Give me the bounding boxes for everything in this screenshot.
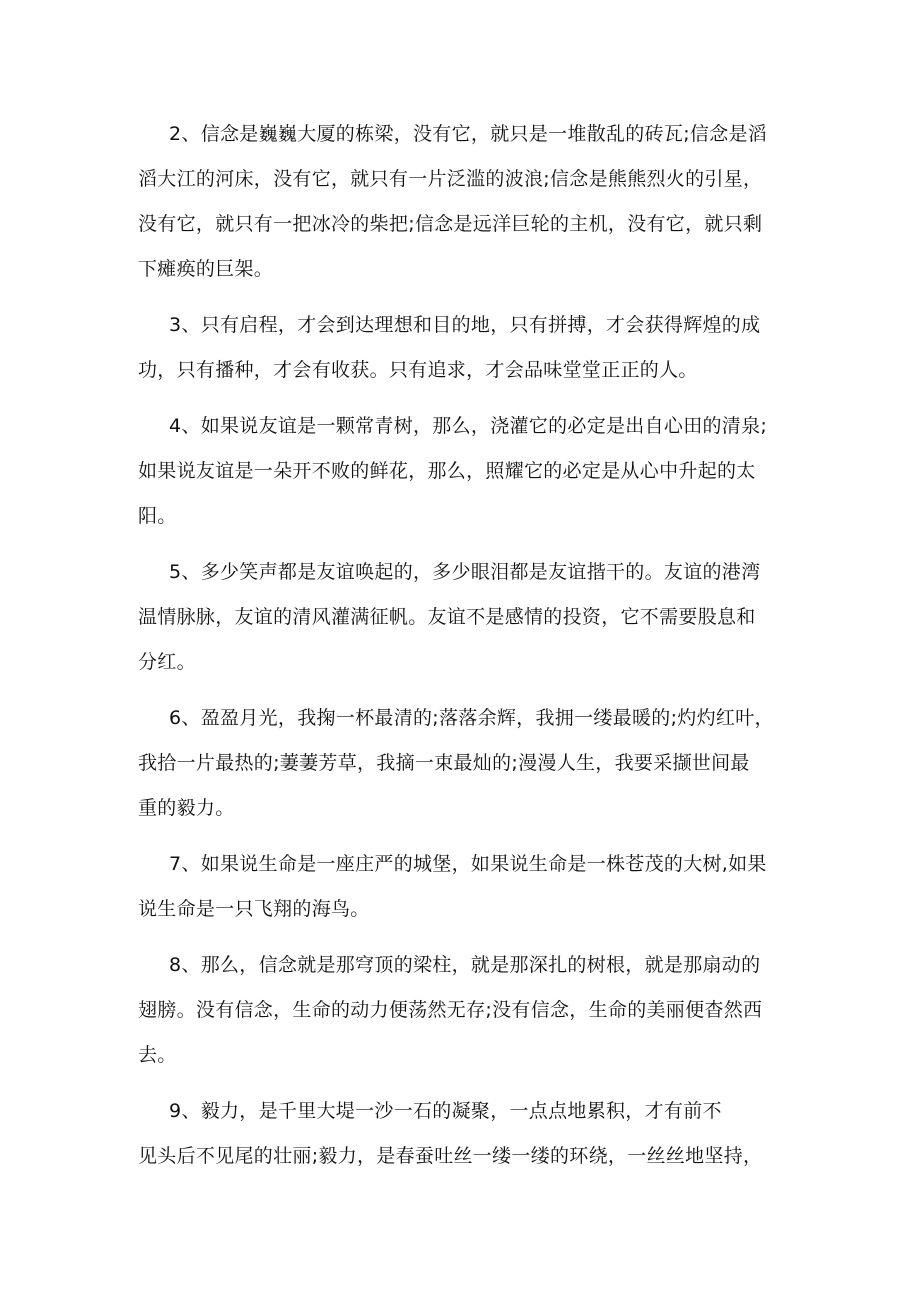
text-line: 功，只有播种，才会有收获。只有追求，才会品味堂堂正正的人。 — [138, 359, 698, 381]
text-line: 8、那么，信念就是那穹顶的梁柱，就是那深扎的树根，就是那扇动的 — [169, 954, 761, 976]
text-line: 下瘫痪的巨架。 — [138, 258, 274, 280]
paragraph-8 — [138, 943, 798, 1078]
text-line: 去。 — [138, 1044, 177, 1066]
document-body — [138, 112, 798, 1190]
text-line: 重的毅力。 — [138, 797, 235, 819]
paragraph-5 — [138, 550, 798, 685]
paragraph-2 — [138, 112, 798, 292]
text-line: 4、如果说友谊是一颗常青树，那么，浇灌它的必定是出自心田的清泉; — [169, 415, 768, 437]
paragraph-6 — [138, 696, 798, 831]
text-line: 2、信念是巍巍大厦的栋梁，没有它，就只是一堆散乱的砖瓦;信念是滔 — [169, 123, 768, 145]
text-line: 7、如果说生命是一座庄严的城堡，如果说生命是一株苍茂的大树,如果 — [169, 853, 767, 875]
text-line: 我拾一片最热的;萋萋芳草，我摘一束最灿的;漫漫人生，我要采撷世间最 — [138, 752, 750, 774]
text-line: 见头后不见尾的壮丽;毅力，是春蚕吐丝一缕一缕的环绕，一丝丝地坚持， — [138, 1145, 763, 1167]
paragraph-4 — [138, 404, 798, 539]
paragraph-3 — [138, 303, 798, 393]
text-line: 滔大江的河床，没有它，就只有一片泛滥的波浪;信念是熊熊烈火的引星， — [138, 168, 763, 190]
text-line: 分红。 — [138, 651, 196, 673]
text-line: 3、只有启程，才会到达理想和目的地，只有拼搏，才会获得辉煌的成 — [169, 314, 761, 336]
text-line: 5、多少笑声都是友谊唤起的，多少眼泪都是友谊揩干的。友谊的港湾 — [169, 561, 761, 583]
text-line: 温情脉脉，友谊的清风灌满征帆。友谊不是感情的投资，它不需要股息和 — [138, 606, 756, 628]
text-line: 9、毅力，是千里大堤一沙一石的凝聚，一点点地累积，才有前不 — [169, 1100, 722, 1122]
paragraph-9 — [138, 1089, 798, 1179]
text-line: 如果说友谊是一朵开不败的鲜花，那么，照耀它的必定是从心中升起的太 — [138, 460, 756, 482]
text-line: 说生命是一只飞翔的海鸟。 — [138, 898, 370, 920]
text-line: 6、盈盈月光，我掬一杯最清的;落落余辉，我拥一缕最暖的;灼灼红叶， — [169, 707, 774, 729]
text-line: 阳。 — [138, 505, 177, 527]
text-line: 翅膀。没有信念，生命的动力便荡然无存;没有信念，生命的美丽便杳然西 — [138, 999, 763, 1021]
text-line: 没有它，就只有一把冰冷的柴把;信念是远洋巨轮的主机，没有它，就只剩 — [138, 213, 763, 235]
paragraph-7 — [138, 842, 798, 932]
